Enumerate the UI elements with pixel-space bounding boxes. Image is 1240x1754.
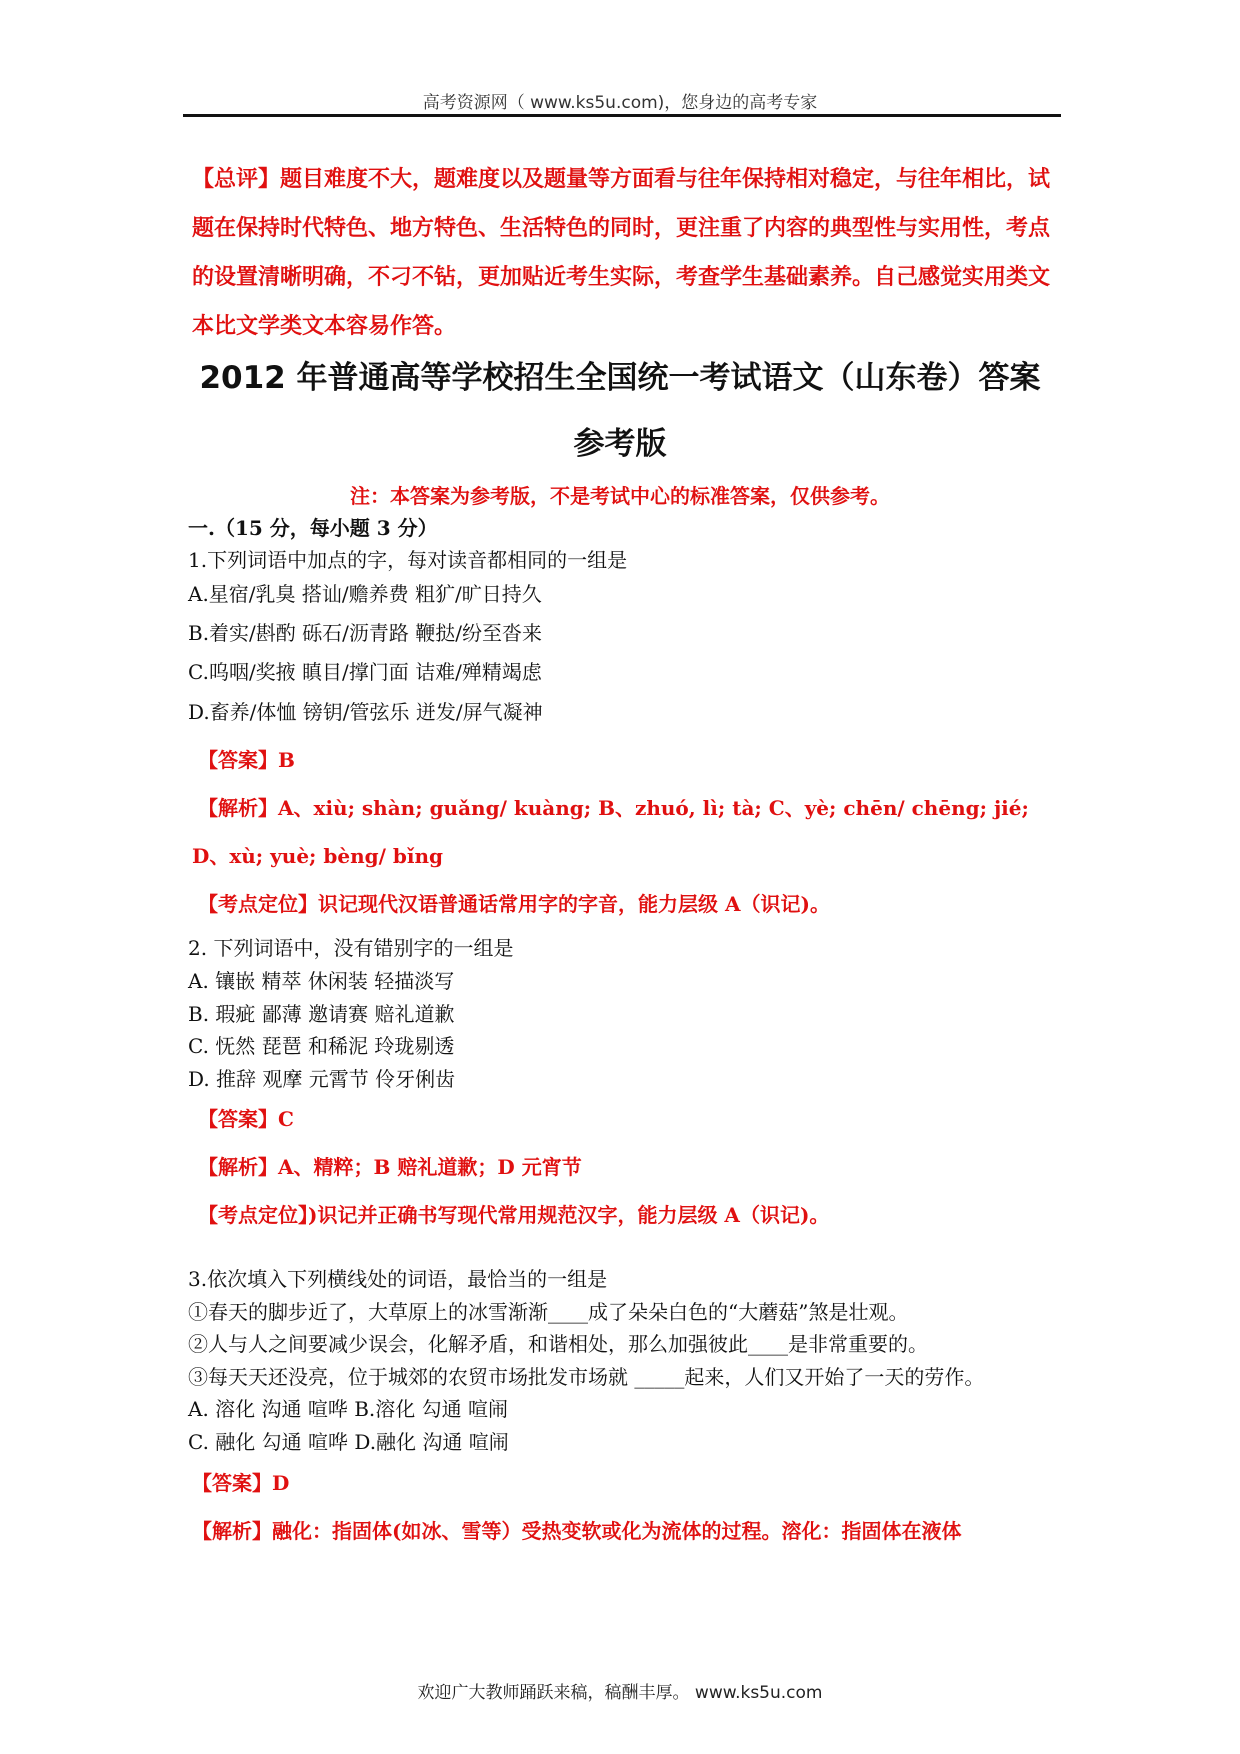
- question-2-point: 【考点定位】)识记并正确书写现代常用规范汉字，能力层级 A（识记)。: [198, 1203, 830, 1227]
- header-rule: [183, 114, 1061, 117]
- question-3-analysis: 【解析】融化：指固体(如冰、雪等）受热变软或化为流体的过程。溶化：指固体在液体: [192, 1519, 962, 1543]
- question-2-option-d: D. 推辞 观摩 元霄节 伶牙俐齿: [188, 1067, 456, 1091]
- summary-paragraph: 【总评】题目难度不大，题难度以及题量等方面看与往年保持相对稳定，与往年相比，试题在保持时代特色、地方特色、生活特色的同时，更注重了内容的典型性与实用性，考点的设置清晰明确，不刁不钻，更加贴近考生实际，考查学生基础素养。自己感觉实用类文本比文学类文本容易作答。: [192, 166, 1051, 339]
- question-1-analysis-line1: 【解析】A、xiù; shàn; guǎng/ kuàng; B、zhuó, lì; tà; C、yè; chēn/ chēng; jié;: [198, 796, 1029, 820]
- page-footer: 欢迎广大教师踊跃来稿，稿酬丰厚。 www.ks5u.com: [417, 1683, 823, 1703]
- question-1-option-c: C.呜咽/奖掖 瞋目/撑门面 诘难/殚精竭虑: [188, 660, 542, 684]
- question-1-analysis-line2: D、xù; yuè; bèng/ bǐng: [192, 844, 443, 868]
- question-1-stem: 1.下列词语中加点的字，每对读音都相同的一组是: [188, 548, 628, 572]
- question-3-sentence-2: ②人与人之间要减少误会，化解矛盾，和谐相处，那么加强彼此____是非常重要的。: [188, 1332, 928, 1356]
- question-1-option-a: A.星宿/乳臭 搭讪/赡养费 粗犷/旷日持久: [188, 582, 542, 606]
- question-2-option-a: A. 镶嵌 精萃 休闲装 轻描淡写: [188, 969, 455, 993]
- section-heading: 一.（15 分，每小题 3 分）: [188, 516, 438, 540]
- question-3-sentence-3: ③每天天还没亮，位于城郊的农贸市场批发市场就 _____起来，人们又开始了一天的劳作。: [188, 1365, 985, 1389]
- document-title: 2012 年普通高等学校招生全国统一考试语文（山东卷）答案: [199, 360, 1041, 396]
- question-1-point: 【考点定位】识记现代汉语普通话常用字的字音，能力层级 A（识记)。: [198, 892, 830, 916]
- question-3-stem: 3.依次填入下列横线处的词语，最恰当的一组是: [188, 1267, 608, 1291]
- document-subtitle: 参考版: [573, 426, 667, 462]
- question-3-options-cd: C. 融化 勾通 喧哗 D.融化 沟通 喧闹: [188, 1430, 509, 1454]
- question-3-answer: 【答案】D: [192, 1471, 290, 1495]
- question-3-sentence-1: ①春天的脚步近了，大草原上的冰雪渐渐____成了朵朵白色的“大蘑菇”煞是壮观。: [188, 1300, 909, 1324]
- question-3-options-ab: A. 溶化 沟通 喧哗 B.溶化 勾通 喧闹: [188, 1397, 508, 1421]
- question-2-option-b: B. 瑕疵 鄙薄 邀请赛 赔礼道歉: [188, 1002, 455, 1026]
- reference-note: 注：本答案为参考版，不是考试中心的标准答案，仅供参考。: [350, 484, 890, 508]
- question-1-option-d: D.畜养/体恤 镑钥/管弦乐 迸发/屏气凝神: [188, 700, 543, 724]
- question-2-analysis: 【解析】A、精粹；B 赔礼道歉；D 元宵节: [198, 1155, 582, 1179]
- question-2-stem: 2. 下列词语中，没有错别字的一组是: [188, 936, 514, 960]
- page-header: 高考资源网（ www.ks5u.com)，您身边的高考专家: [422, 93, 818, 113]
- question-2-answer: 【答案】C: [198, 1107, 294, 1131]
- question-1-option-b: B.着实/斟酌 砾石/沥青路 鞭挞/纷至沓来: [188, 621, 542, 645]
- question-1-answer: 【答案】B: [198, 748, 295, 772]
- question-2-option-c: C. 怃然 琵琶 和稀泥 玲珑剔透: [188, 1034, 455, 1058]
